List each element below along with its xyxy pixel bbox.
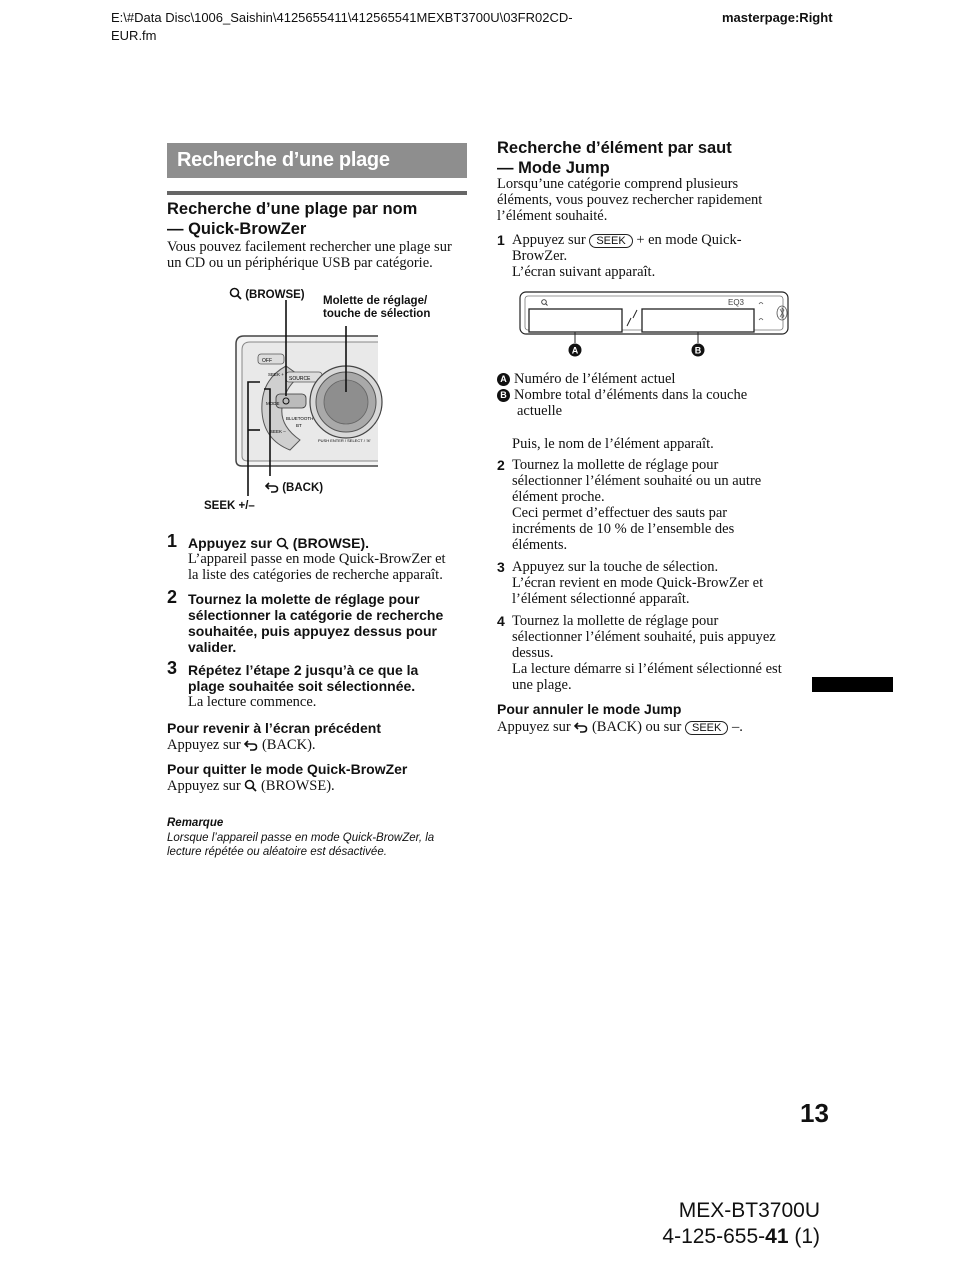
cancel-text	[497, 719, 743, 735]
legend-a-marker: A	[497, 373, 510, 386]
step2-line4: valider.	[188, 639, 237, 655]
intro-line1: Vous pouvez facilement rechercher une plage sur	[167, 239, 452, 255]
subsection-title-line2: — Quick-BrowZer	[167, 220, 307, 238]
section-title-bar	[167, 143, 467, 178]
jump-title-line2: — Mode Jump	[497, 159, 610, 177]
legend-b-text-line1: Nombre total d’éléments dans la couche	[514, 387, 748, 403]
jump-step2-line5: incréments de 10 % de l’ensemble des	[512, 521, 735, 537]
cancel-text-post: –.	[731, 719, 743, 735]
step3-number: 3	[167, 658, 178, 678]
jump-step3-number: 3	[497, 559, 505, 575]
jump-step3-line1: Appuyez sur la touche de sélection.	[512, 559, 719, 575]
jump-step1-line3: L’écran suivant apparaît.	[512, 264, 656, 280]
jump-title-line1: Recherche d’élément par saut	[497, 139, 732, 157]
jump-step1-pre: Appuyez sur	[512, 232, 586, 248]
mode-text: MODE	[266, 401, 280, 406]
subsection-title-line1: Recherche d’une plage par nom	[167, 200, 418, 218]
marker-b-text: B	[694, 345, 702, 356]
bt-text: BT	[296, 423, 302, 428]
file-path-line1: E:\#Data Disc\1006_Saishin\4125655411\412565541MEXBT3700U\03FR02CD-	[111, 10, 573, 25]
jump-step4-line4: La lecture démarre si l’élément sélectionné est	[512, 661, 782, 677]
quit-text-pre: Appuyez sur	[167, 778, 241, 794]
jump-step4-line3: dessus.	[512, 645, 554, 661]
jump-step2-line1: Tournez la mollette de réglage pour	[512, 457, 719, 473]
note-title: Remarque	[167, 817, 224, 829]
dial-callout-line1: Molette de réglage/	[323, 295, 428, 307]
current-number-field	[529, 309, 622, 332]
return-text-pre: Appuyez sur	[167, 737, 241, 753]
step2-number: 2	[167, 587, 178, 607]
step1-block	[188, 535, 478, 583]
browse-icon	[229, 287, 242, 300]
back-callout-text: (BACK)	[282, 482, 324, 494]
back-icon	[244, 739, 258, 751]
legend-b-marker: B	[497, 389, 510, 402]
then-text: Puis, le nom de l’élément apparaît.	[512, 436, 714, 452]
jump-step2-line3: élément proche.	[512, 489, 605, 505]
dial-callout-line2: touche de sélection	[323, 308, 431, 320]
jump-step1-block	[512, 232, 812, 280]
jump-step1-post: + en mode Quick-	[636, 232, 742, 248]
push-text: PUSH ENTER / SELECT / ☏	[318, 438, 371, 443]
jump-step1-line1	[512, 232, 812, 248]
quit-text-post: (BROWSE).	[260, 778, 335, 794]
step3-line2: plage souhaitée soit sélectionnée.	[188, 678, 416, 694]
step3-text: La lecture commence.	[188, 694, 317, 710]
jump-step4-block	[512, 613, 812, 693]
jump-step2-line4: Ceci permet d’effectuer des sauts par	[512, 505, 728, 521]
cancel-text-pre: Appuyez sur	[497, 719, 571, 735]
total-number-field	[642, 309, 754, 332]
seek-key: SEEK	[685, 721, 728, 735]
jump-step3-line2: L’écran revient en mode Quick-BrowZer et	[512, 575, 764, 591]
seek-plus-text: SEEK +	[268, 372, 284, 377]
intro-paragraph	[167, 239, 477, 271]
intro-line2: un CD ou un périphérique USB par catégorie.	[167, 255, 433, 271]
off-text: OFF	[262, 358, 272, 364]
jump-intro	[497, 176, 807, 224]
marker-a-text: A	[571, 345, 579, 356]
browse-button-shape	[276, 394, 306, 408]
quit-title: Pour quitter le mode Quick-BrowZer	[167, 761, 408, 777]
jump-step2-line6: éléments.	[512, 537, 568, 553]
legend-a-text: Numéro de l’élément actuel	[514, 371, 676, 387]
step3-line1: Répétez l’étape 2 jusqu’à ce que la	[188, 662, 419, 678]
step1-heading-pre: Appuyez sur	[188, 535, 273, 551]
jump-step1-line2: BrowZer.	[512, 248, 568, 264]
subtitle-rule	[167, 191, 467, 195]
legend-b	[497, 387, 807, 403]
seek-minus-text: SEEK –	[270, 429, 286, 434]
back-icon	[574, 721, 588, 733]
section-title: Recherche d’une plage	[177, 149, 390, 171]
masterpage-label: masterpage:Right	[722, 10, 833, 25]
file-path-line2: EUR.fm	[111, 28, 157, 43]
chapter-tab	[812, 677, 893, 692]
jump-step4-number: 4	[497, 613, 505, 629]
jump-intro-line1: Lorsqu’une catégorie comprend plusieurs	[497, 176, 739, 192]
jump-title	[497, 138, 817, 178]
display-legend	[497, 371, 807, 419]
step1-text-line2: la liste des catégories de recherche apparaît.	[188, 567, 443, 583]
jump-intro-line3: l’élément souhaité.	[497, 208, 608, 224]
seek-callout: SEEK +/–	[204, 500, 255, 512]
source-text: SOURCE	[289, 376, 311, 382]
step2-block	[188, 591, 483, 655]
browse-callout-text: (BROWSE)	[245, 289, 305, 301]
jump-step4-line5: une plage.	[512, 677, 572, 693]
display-illustration	[518, 290, 793, 362]
return-text	[167, 737, 316, 753]
step2-line3: souhaitée, puis appuyez dessus pour	[188, 623, 437, 639]
jump-step3-line3: l’élément sélectionné apparaît.	[512, 591, 690, 607]
return-text-post: (BACK).	[261, 737, 316, 753]
jump-step2-number: 2	[497, 457, 505, 473]
note-line2: lecture répétée ou aléatoire est désactivée.	[167, 846, 387, 858]
display-eq3: EQ3	[728, 298, 745, 307]
jump-step1-number: 1	[497, 232, 505, 248]
step2-line1: Tournez la molette de réglage pour	[188, 591, 420, 607]
back-icon	[265, 481, 279, 493]
note-block	[167, 816, 477, 860]
step2-line2: sélectionner la catégorie de recherche	[188, 607, 444, 623]
cancel-text-mid: (BACK) ou sur	[591, 719, 682, 735]
page-number: 13	[800, 1098, 829, 1128]
step1-text-line1: L’appareil passe en mode Quick-BrowZer et	[188, 551, 446, 567]
model-footer	[655, 1198, 820, 1250]
file-path	[111, 9, 573, 45]
browse-icon	[276, 537, 289, 550]
model-code	[655, 1224, 820, 1250]
browse-icon	[244, 779, 257, 792]
step1-number: 1	[167, 531, 178, 551]
jump-step3-block	[512, 559, 812, 607]
note-line1: Lorsque l’appareil passe en mode Quick-BrowZer, la	[167, 831, 435, 844]
model-name: MEX-BT3700U	[678, 1199, 820, 1222]
step1-heading-post: (BROWSE).	[292, 535, 370, 551]
subsection-title	[167, 199, 477, 239]
cancel-title: Pour annuler le mode Jump	[497, 701, 682, 717]
back-callout	[265, 481, 323, 495]
step1-heading	[188, 535, 478, 551]
seek-key: SEEK	[589, 234, 632, 248]
jump-step4-line1: Tournez la mollette de réglage pour	[512, 613, 719, 629]
return-title: Pour revenir à l’écran précédent	[167, 720, 381, 736]
dial-callout	[323, 295, 430, 321]
model-code-pre: 4-125-655-	[662, 1225, 766, 1248]
legend-b-text-line2: actuelle	[517, 403, 563, 419]
quit-text	[167, 778, 335, 794]
model-code-post: (1)	[788, 1225, 820, 1248]
bluetooth-text: BLUETOOTH	[286, 416, 314, 421]
jump-step2-line2: sélectionner l’élément souhaité ou un autre	[512, 473, 762, 489]
jump-step4-line2: sélectionner l’élément souhaité, puis appuyez	[512, 629, 776, 645]
browse-callout	[229, 287, 305, 302]
model-code-bold: 41	[765, 1225, 789, 1248]
jump-step2-block	[512, 457, 812, 553]
legend-a	[497, 371, 807, 387]
jump-intro-line2: éléments, vous pouvez rechercher rapidement	[497, 192, 763, 208]
step3-block	[188, 662, 483, 710]
